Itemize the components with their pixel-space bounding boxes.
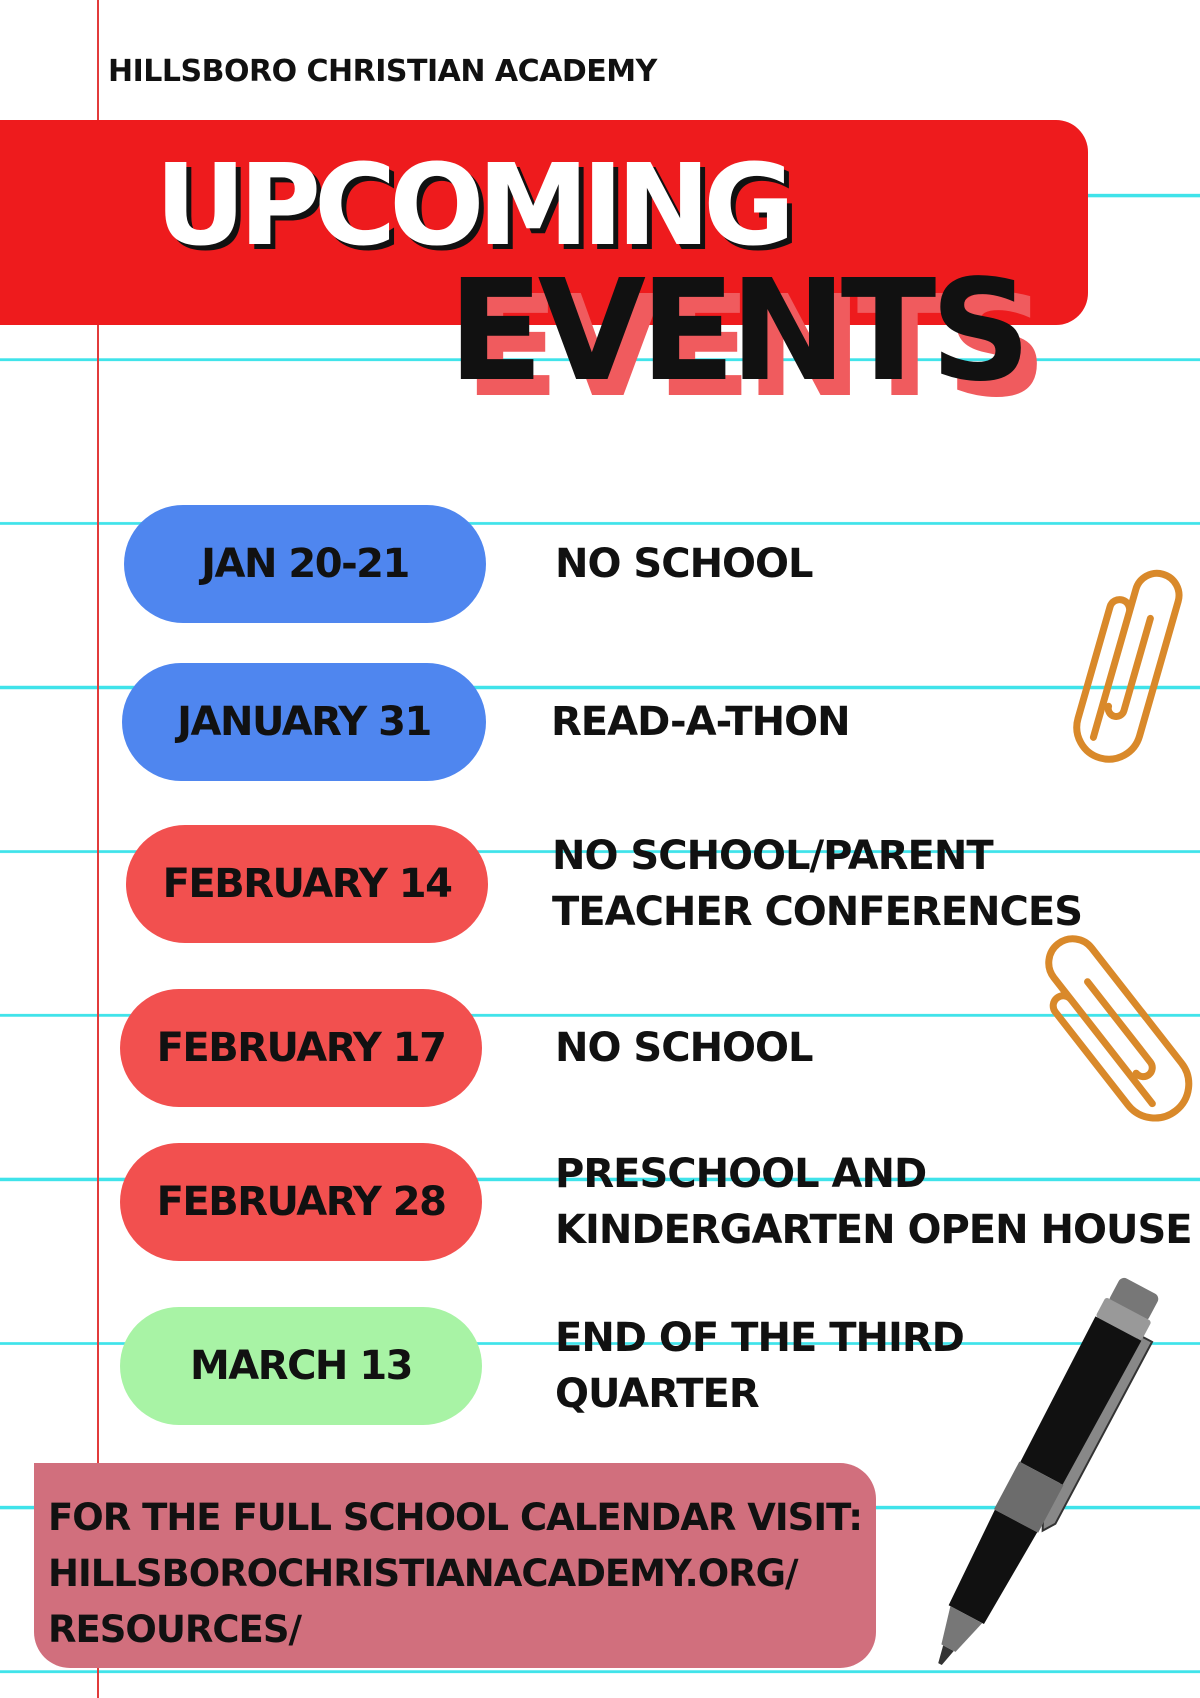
title-upcoming: UPCOMING [155,141,789,271]
event-description [555,989,813,1107]
date-pill: FEBRUARY 17 [120,989,482,1107]
footer-link[interactable]: HILLSBOROCHRISTIANACADEMY.ORG/ [48,1552,798,1595]
date-pill: MARCH 13 [120,1307,482,1425]
pen-icon [880,1255,1200,1698]
event-description-line: READ-A-THON [551,699,850,745]
event-description-line: NO SCHOOL [555,541,813,587]
event-description-line: END OF THE THIRD [555,1315,964,1361]
event-description-line: KINDERGARTEN OPEN HOUSE [555,1207,1192,1253]
date-pill: JANUARY 31 [122,663,486,781]
date-pill: JAN 20-21 [124,505,486,623]
event-description-line: NO SCHOOL [555,1025,813,1071]
event-description [551,663,850,781]
date-pill: FEBRUARY 28 [120,1143,482,1261]
event-description [555,1143,1192,1261]
school-name: HILLSBORO CHRISTIAN ACADEMY [108,54,657,89]
event-description [552,825,1082,943]
paperclip-icon [1030,910,1200,1140]
event-description-line: PRESCHOOL AND [555,1151,927,1197]
event-description-line: QUARTER [555,1371,759,1417]
date-pill: FEBRUARY 14 [126,825,488,943]
footer-text [48,1490,862,1658]
footer-line: FOR THE FULL SCHOOL CALENDAR VISIT: [48,1496,863,1539]
event-description-line: TEACHER CONFERENCES [552,889,1083,935]
footer-link[interactable]: RESOURCES/ [48,1608,301,1651]
event-description-line: NO SCHOOL/PARENT [552,833,993,879]
event-description [555,505,813,623]
paperclip-icon [1060,555,1200,795]
title-events: EVENTS [448,250,1026,413]
